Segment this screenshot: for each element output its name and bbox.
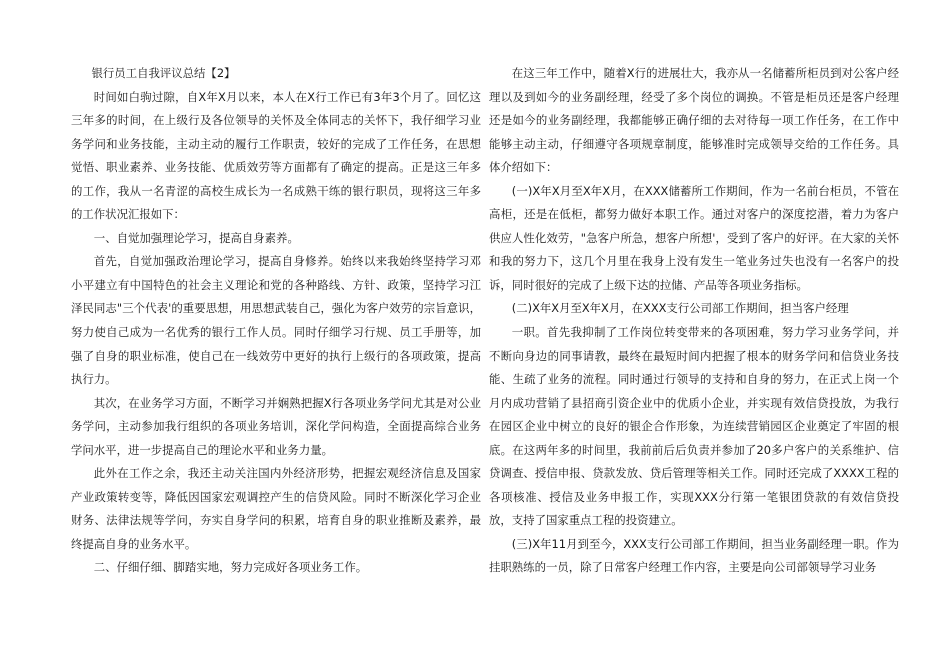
- section-heading-1: 一、自觉加强理论学习，提高自身素养。: [93, 230, 299, 245]
- section-heading-2: 二、仔细仔细、脚踏实地，努力完成好各项业务工作。: [93, 560, 368, 575]
- paragraph-account-manager-heading: (二)X年X月至X年X月，在XXX支行公司部工作期间，担当客户经理: [511, 301, 849, 316]
- document-title: 银行员工自我评议总结【2】: [91, 66, 236, 80]
- paragraph-theory-study: 首先，自觉加强政治理论学习，提高自身修养。始终以来我始终坚持学习邓小平建立有中国特色的社会主义理论和党的各种路线、方针、政策，坚持学习江泽民同志"三个代表'的重要思想，用思想武装自己，强化为客户效劳的宗旨意识，努力使自己成为一名优秀的银行工作人员。同时仔细学习行规、员工手册等，加强了自身的职业标准，使自己在一线效劳中更好的执行上级行的各项政策，提高执行力。: [71, 254, 481, 387]
- paragraph-teller-period: (一)X年X月至X年X月，在XXX储蓄所工作期间，作为一名前台柜员，不管在高柜，还是在低柜，都努力做好本职工作。通过对客户的深度挖潜，着力为客户供应人性化效劳，"急客户所急，想客户所想'，受到了客户的好评。在大家的关怀和我的努力下，这几个月里在我身上没有发生一笔业务过失也没有一名客户的投诉，同时很好的完成了上级下达的拉储、产品等各项业务指标。: [489, 183, 899, 292]
- paragraph-business-study: 其次，在业务学习方面，不断学习并娴熟把握X行各项业务学问尤其是对公业务学问，主动参加我行组织的各项业务培训，深化学问构造，全面提高综合业务学问水平，进一步提高自己的理论水平和业务力量。: [71, 395, 481, 457]
- left-column: [71, 62, 481, 580]
- paragraph-account-manager-period: 一职。首先我抑制了工作岗位转变带来的各项困难，努力学习业务学问，并不断向身边的同事请教，最终在最短时间内把握了根本的财务学问和信贷业务技能、生疏了业务的流程。同时通过行领导的支持和自身的努力，在正式上岗一个月内成功营销了县招商引资企业中的优质小企业，并实现有效信贷投放，为我行在园区企业中树立的良好的银企合作形象，为连续营销园区企业奠定了牢固的根底。在这两年多的时间里，我前前后后负责并参加了20多户客户的关系维护、信贷调查、授信申报、贷款发放、贷后管理等相关工作。同时还完成了XXXX工程的各项核准、授信及业务申报工作，实现XXX分行第一笔银团贷款的有效信贷投放，支持了国家重点工程的投资建立。: [489, 325, 899, 528]
- paragraph-intro: 时间如白驹过隙，自X年X月以来，本人在X行工作已有3年3个月了。回忆这三年多的时间，在上级行及各位领导的关怀及全体同志的关怀下，我仔细学习业务学问和业务技能，主动主动的履行工作职责，较好的完成了工作任务，在思想觉悟、职业素养、业务技能、优质效劳等方面都有了确定的提高。正是这三年多的工作，我从一名青涩的高校生成长为一名成熟干练的银行职员，现将这三年多的工作状况汇报如下：: [71, 89, 481, 222]
- paragraph-career-overview: 在这三年工作中，随着X行的进展壮大，我亦从一名储蓄所柜员到对公客户经理以及到如今的业务副经理，经受了多个岗位的调换。不管是柜员还是客户经理还是如今的业务副经理，我都能够正确仔细的去对待每一项工作任务，在工作中能够主动主动，仔细遵守各项规章制度，能够准时完成领导交给的工作任务。具体介绍如下：: [489, 66, 899, 175]
- right-column: [489, 62, 899, 580]
- paragraph-economic-awareness: 此外在工作之余，我还主动关注国内外经济形势，把握宏观经济信息及国家产业政策转变等，降低因国家宏观调控产生的信贷风险。同时不断深化学习企业财务、法律法规等学问，夯实自身学问的积累，培育自身的职业推断及素养，最终提高自身的业务水平。: [71, 466, 481, 551]
- paragraph-deputy-manager-period: (三)X年11月到至今，XXX支行公司部工作期间，担当业务副经理一职。作为挂职熟练的一员，除了日常客户经理工作内容，主要是向公司部领导学习业务: [489, 536, 899, 575]
